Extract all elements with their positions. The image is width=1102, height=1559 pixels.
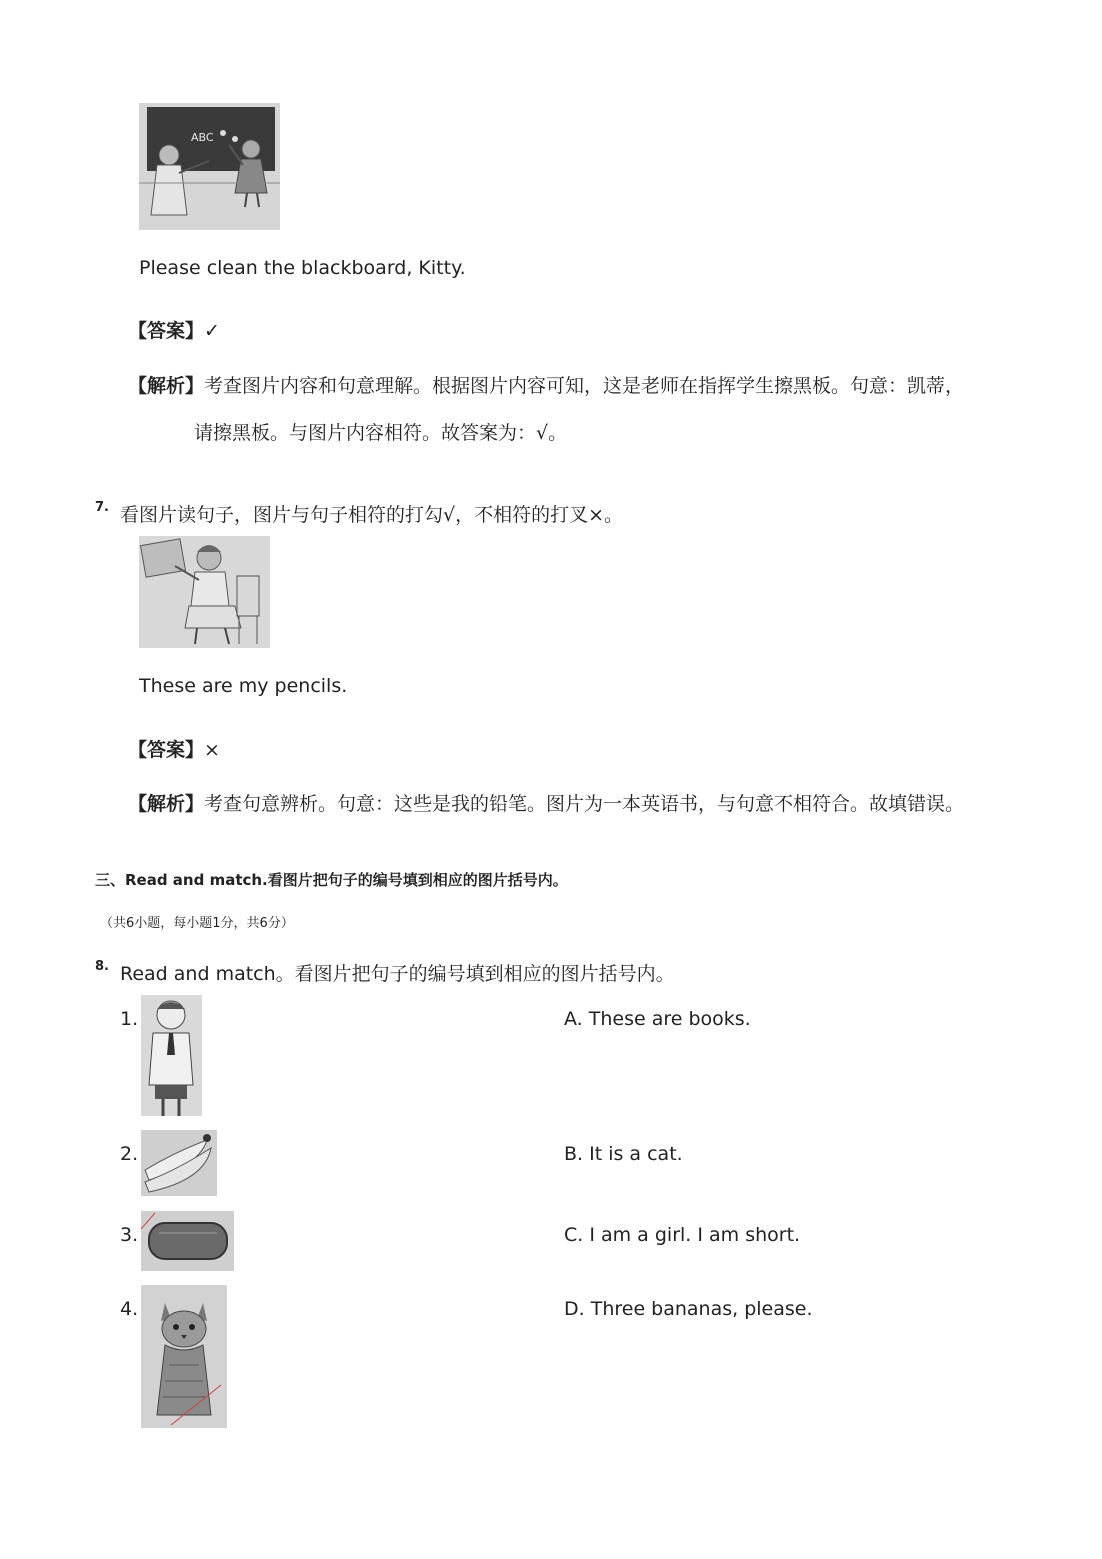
answer-label: 【答案】 bbox=[128, 739, 205, 761]
match-item-number: 4. bbox=[120, 1298, 139, 1320]
q8-number: 8. bbox=[95, 959, 109, 974]
q8-instruction: Read and match。看图片把句子的编号填到相应的图片括号内。 bbox=[120, 963, 675, 985]
boy-icon bbox=[141, 995, 202, 1116]
analysis-text: 考查图片内容和句意理解。根据图片内容可知，这是老师在指挥学生擦黑板。句意：凯蒂， bbox=[204, 375, 965, 397]
answer-value: × bbox=[204, 739, 220, 761]
woman-reading-image bbox=[139, 536, 270, 648]
q7-sentence: These are my pencils. bbox=[139, 675, 348, 697]
pencil-case-icon bbox=[141, 1211, 234, 1271]
q6-analysis-line1 bbox=[128, 373, 964, 399]
q7-answer bbox=[128, 737, 220, 763]
analysis-text: 考查句意辨析。句意：这些是我的铅笔。图片为一本英语书，与句意不相符合。故填错误。 bbox=[204, 793, 965, 815]
board-text: ABC bbox=[191, 131, 214, 144]
match-item-number: 2. bbox=[120, 1143, 139, 1165]
match-item-number: 1. bbox=[120, 1008, 139, 1030]
analysis-label: 【解析】 bbox=[128, 375, 205, 397]
answer-label: 【答案】 bbox=[128, 320, 205, 342]
match-option-b: B. It is a cat. bbox=[564, 1143, 683, 1165]
answer-value: ✓ bbox=[204, 320, 220, 342]
q6-analysis-line2: 请擦黑板。与图片内容相符。故答案为：√。 bbox=[194, 422, 568, 444]
q7-number: 7. bbox=[95, 500, 109, 515]
match-item-number: 3. bbox=[120, 1224, 139, 1246]
q7-analysis bbox=[128, 791, 964, 817]
cat-icon bbox=[141, 1285, 227, 1428]
section-subheading: （共6小题，每小题1分，共6分） bbox=[100, 916, 294, 931]
section-heading: 三、Read and match.看图片把句子的编号填到相应的图片括号内。 bbox=[95, 871, 568, 889]
blackboard-image bbox=[139, 103, 280, 230]
bananas-icon bbox=[141, 1130, 217, 1196]
match-option-c: C. I am a girl. I am short. bbox=[564, 1224, 801, 1246]
q7-instruction: 看图片读句子，图片与句子相符的打勾√，不相符的打叉×。 bbox=[120, 504, 624, 526]
match-option-a: A. These are books. bbox=[564, 1008, 751, 1030]
q6-answer bbox=[128, 318, 220, 344]
q6-sentence: Please clean the blackboard, Kitty. bbox=[139, 257, 466, 279]
match-option-d: D. Three bananas, please. bbox=[564, 1298, 813, 1320]
analysis-label: 【解析】 bbox=[128, 793, 205, 815]
